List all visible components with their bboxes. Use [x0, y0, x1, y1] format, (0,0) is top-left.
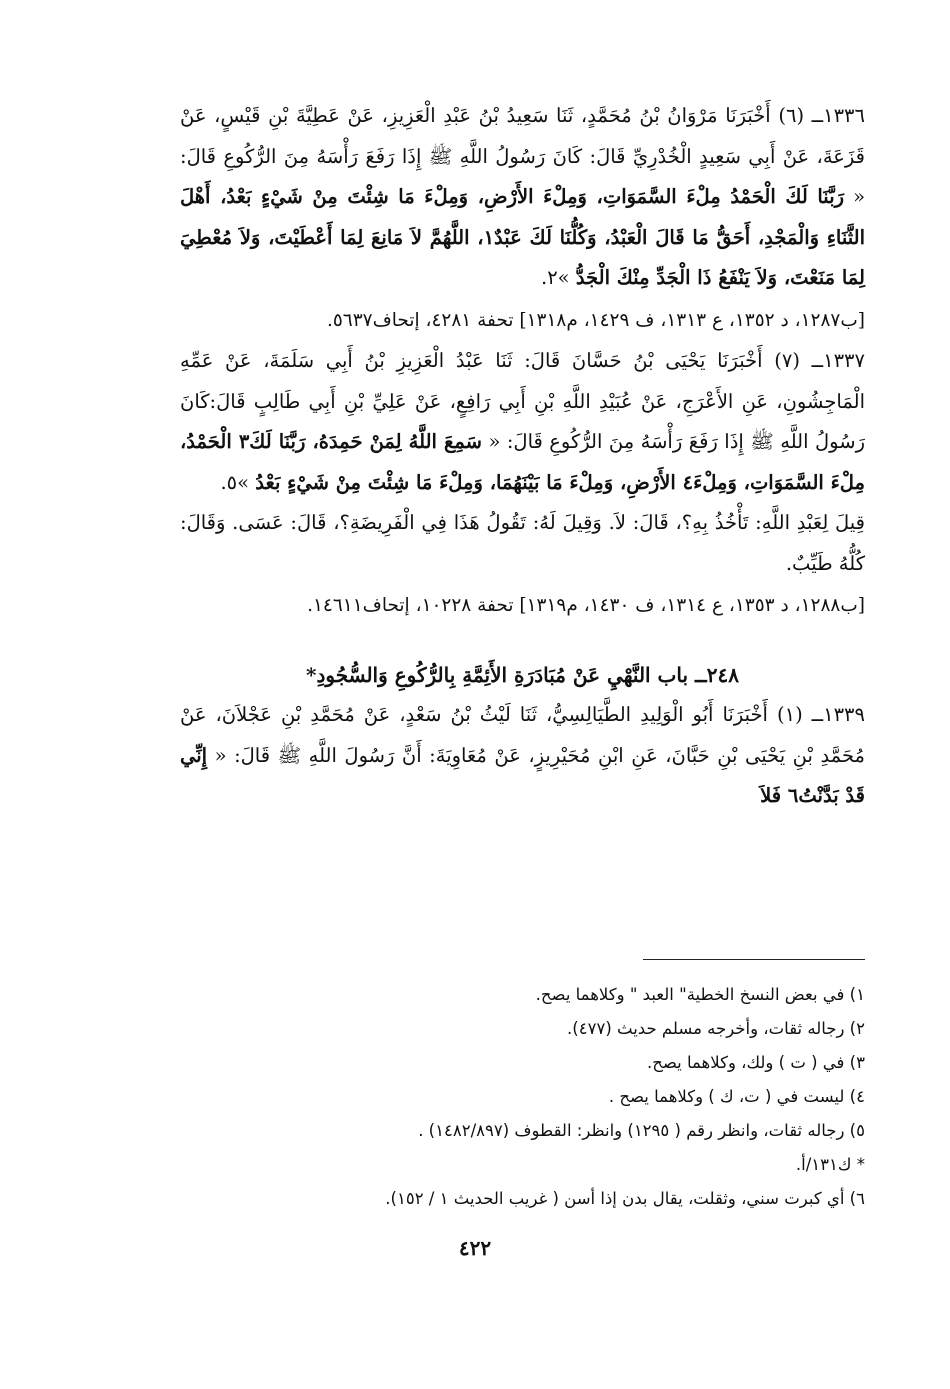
footnote-manuscript-mark: * ك١٣١/أ.: [795, 1155, 865, 1174]
page-number: ٤٢٢: [458, 1236, 492, 1260]
hadith-1339-matn: إِنِّي قَدْ بَدَّنْتُ٦ فَلاَ: [180, 743, 865, 807]
footnote-1: ١) في بعض النسخ الخطية" العبد " وكلاهما يصح.: [535, 985, 865, 1004]
footnote-2: ٢) رجاله ثقات، وأخرجه مسلم حديث (٤٧٧).: [567, 1019, 865, 1038]
footnote-3: ٣) في ( ت ) ولك، وكلاهما يصح.: [646, 1053, 865, 1072]
hadith-1337-comment: قِيلَ لِعَبْدِ اللَّهِ: تَأْخُذُ بِهِ؟، قَالَ: لاَ. وَقِيلَ لَهُ: تَقُولُ هَذَا فِي الْفَرِيضَةِ؟، قَالَ: عَسَى. وَقَالَ: كُلُّهُ طَيِّبٌ.: [180, 511, 865, 575]
hadith-1336-matn: رَبَّنَا لَكَ الْحَمْدُ مِلْءَ السَّمَوَاتِ، وَمِلْءَ الأَرْضِ، وَمِلْءَ مَا شِئْتَ مِنْ شَيْءٍ بَعْدُ، أَهْلَ الثَّنَاءِ وَالْمَجْدِ، أَحَقُّ مَا قَالَ الْعَبْدُ، وَكُلُّنَا لَكَ عَبْدٌ١، اللَّهُمَّ لاَ مَانِعَ لِمَا أَعْطَيْتَ، وَلاَ مُعْطِيَ لِمَا مَنَعْتَ، وَلاَ يَنْفَعُ ذَا الْجَدِّ مِنْكَ الْجَدُّ: [180, 185, 865, 289]
footnotes: [180, 978, 865, 1216]
hadith-1337-chain: ١٣٣٧ــ (٧) أَخْبَرَنَا يَحْيَى بْنُ حَسَّانَ قَالَ: ثَنَا عَبْدُ الْعَزِيزِ بْنُ أَبِي سَلَمَةَ، عَنْ عَمِّهِ الْمَاجِشُونِ، عَنِ الأَعْرَجِ، عَنْ عُبَيْدِ اللَّهِ بْنِ أَبِي رَافِعٍ، عَنْ عَلِيِّ بْنِ أَبِي طَالِبٍ قَالَ:كَانَ رَسُولُ اللَّهِ ﷺ إِذَا رَفَعَ رَأْسَهُ مِنَ الرُّكُوعِ قَالَ: «: [180, 349, 865, 453]
hadith-1337-references: [ب١٢٨٨، د ١٣٥٣، ع ١٣١٤، ف ١٤٣٠، م١٣١٩] تحفة ١٠٢٢٨، إتحاف١٤٦١١.: [307, 595, 865, 616]
footnote-6: ٦) أي كبرت سني، وثقلت، يقال بدن إذا أسن ( غريب الحديث ١ / ١٥٢).: [385, 1189, 865, 1208]
chapter-title: ٢٤٨ــ باب النَّهْيِ عَنْ مُبَادَرَةِ الأَئِمَّةِ بِالرُّكُوعِ وَالسُّجُودِ*: [306, 662, 739, 687]
hadith-1336-chain: ١٣٣٦ــ (٦) أَخْبَرَنَا مَرْوَانُ بْنُ مُحَمَّدٍ، ثَنَا سَعِيدُ بْنُ عَبْدِ الْعَزِيزِ، عَنْ عَطِيَّةَ بْنِ قَيْسٍ، عَنْ قَزَعَةَ، عَنْ أَبِي سَعِيدٍ الْخُدْرِيِّ قَالَ: كَانَ رَسُولُ اللَّهِ ﷺ إِذَا رَفَعَ رَأْسَهُ مِنَ الرُّكُوعِ قَالَ: «: [180, 104, 865, 208]
hadith-1339-chain: ١٣٣٩ــ (١) أَخْبَرَنَا أَبُو الْوَلِيدِ الطَّيَالِسِيُّ، ثَنَا لَيْثُ بْنُ سَعْدٍ، عَنْ مُحَمَّدِ بْنِ عَجْلاَنَ، عَنْ مُحَمَّدِ بْنِ يَحْيَى بْنِ حَبَّانَ، عَنِ ابْنِ مُحَيْرِيزٍ، عَنْ مُعَاوِيَةَ: أَنَّ رَسُولَ اللَّهِ ﷺ قَالَ: «: [180, 703, 866, 767]
footnote-5: ٥) رجاله ثقات، وانظر رقم ( ١٢٩٥) وانظر: القطوف (١٤٨٢/٨٩٧) .: [418, 1121, 865, 1140]
footnote-divider: [643, 959, 865, 960]
main-text: [180, 96, 865, 817]
footnote-4: ٤) ليست في ( ت، ك ) وكلاهما يصح .: [608, 1087, 865, 1106]
hadith-1337-matn: سَمِعَ اللَّهُ لِمَنْ حَمِدَهُ، رَبَّنَا لَكَ٣ الْحَمْدُ، مِلْءَ السَّمَوَاتِ، وَمِلْءَ٤ الأَرْضِ، وَمِلْءَ مَا بَيْنَهُمَا، وَمِلْءَ مَا شِئْتَ مِنْ شَيْءٍ بَعْدُ: [180, 430, 865, 494]
hadith-1337-tail: »٥.: [220, 470, 256, 494]
hadith-1336-tail: »٢.: [540, 266, 576, 289]
hadith-1336-references: [ب١٢٨٧، د ١٣٥٢، ع ١٣١٣، ف ١٤٢٩، م١٣١٨] تحفة ٤٢٨١، إتحاف٥٦٣٧.: [326, 309, 865, 331]
hadith-1336: [180, 96, 865, 299]
hadith-1337: [180, 341, 865, 503]
hadith-1339: [180, 695, 865, 817]
